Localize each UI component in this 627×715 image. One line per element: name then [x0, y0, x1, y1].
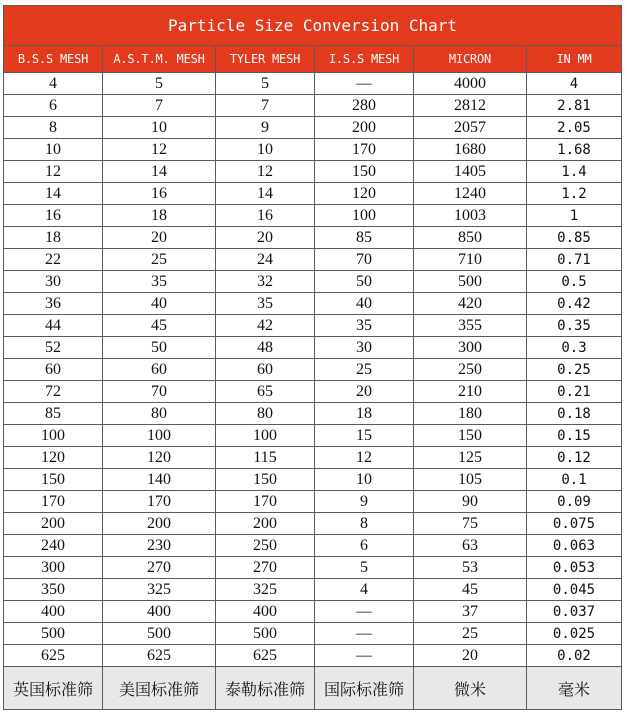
cell-astm-mesh: 10: [103, 117, 216, 139]
cell-micron: 210: [414, 381, 527, 403]
cell-micron: 1003: [414, 205, 527, 227]
conversion-table: [3, 5, 622, 710]
cell-tyler-mesh: 12: [216, 161, 315, 183]
cell-astm-mesh: 20: [103, 227, 216, 249]
footer-astm-label: 美国标准筛: [103, 667, 216, 710]
table-row: [4, 359, 622, 381]
cell-iss-mesh: 9: [315, 491, 414, 513]
cell-in-mm: 0.21: [527, 381, 622, 403]
table-row: [4, 469, 622, 491]
cell-tyler-mesh: 150: [216, 469, 315, 491]
header-tyler-mesh: TYLER MESH: [216, 46, 315, 73]
table-row: [4, 337, 622, 359]
cell-iss-mesh: 10: [315, 469, 414, 491]
cell-iss-mesh: 20: [315, 381, 414, 403]
cell-in-mm: 0.045: [527, 579, 622, 601]
header-bss-mesh: B.S.S MESH: [4, 46, 103, 73]
cell-in-mm: 1: [527, 205, 622, 227]
table-row: [4, 205, 622, 227]
cell-bss-mesh: 150: [4, 469, 103, 491]
cell-tyler-mesh: 7: [216, 95, 315, 117]
header-in-mm: IN MM: [527, 46, 622, 73]
cell-astm-mesh: 500: [103, 623, 216, 645]
cell-tyler-mesh: 10: [216, 139, 315, 161]
header-iss-mesh: I.S.S MESH: [315, 46, 414, 73]
cell-tyler-mesh: 325: [216, 579, 315, 601]
cell-iss-mesh: 70: [315, 249, 414, 271]
cell-micron: 2057: [414, 117, 527, 139]
cell-tyler-mesh: 42: [216, 315, 315, 337]
cell-astm-mesh: 400: [103, 601, 216, 623]
cell-astm-mesh: 18: [103, 205, 216, 227]
table-row: [4, 95, 622, 117]
table-row: [4, 513, 622, 535]
cell-bss-mesh: 300: [4, 557, 103, 579]
cell-micron: 500: [414, 271, 527, 293]
cell-astm-mesh: 12: [103, 139, 216, 161]
cell-bss-mesh: 60: [4, 359, 103, 381]
cell-bss-mesh: 500: [4, 623, 103, 645]
cell-in-mm: 0.037: [527, 601, 622, 623]
cell-tyler-mesh: 48: [216, 337, 315, 359]
cell-micron: 150: [414, 425, 527, 447]
cell-tyler-mesh: 80: [216, 403, 315, 425]
footer-bss-label: 英国标准筛: [4, 667, 103, 710]
cell-in-mm: 0.1: [527, 469, 622, 491]
cell-bss-mesh: 85: [4, 403, 103, 425]
footer-tyler-label: 泰勒标准筛: [216, 667, 315, 710]
cell-tyler-mesh: 200: [216, 513, 315, 535]
cell-iss-mesh: 12: [315, 447, 414, 469]
header-astm-mesh: A.S.T.M. MESH: [103, 46, 216, 73]
cell-astm-mesh: 80: [103, 403, 216, 425]
cell-bss-mesh: 120: [4, 447, 103, 469]
cell-micron: 1240: [414, 183, 527, 205]
cell-iss-mesh: 120: [315, 183, 414, 205]
cell-in-mm: 1.4: [527, 161, 622, 183]
table-row: [4, 645, 622, 667]
table-row: [4, 249, 622, 271]
cell-tyler-mesh: 65: [216, 381, 315, 403]
table-row: [4, 535, 622, 557]
cell-micron: 105: [414, 469, 527, 491]
cell-astm-mesh: 270: [103, 557, 216, 579]
cell-tyler-mesh: 500: [216, 623, 315, 645]
cell-tyler-mesh: 20: [216, 227, 315, 249]
cell-micron: 125: [414, 447, 527, 469]
footer-micron-label: 微米: [414, 667, 527, 710]
cell-astm-mesh: 170: [103, 491, 216, 513]
cell-bss-mesh: 52: [4, 337, 103, 359]
cell-bss-mesh: 14: [4, 183, 103, 205]
table-body: [4, 73, 622, 667]
cell-astm-mesh: 25: [103, 249, 216, 271]
cell-astm-mesh: 60: [103, 359, 216, 381]
cell-tyler-mesh: 60: [216, 359, 315, 381]
cell-iss-mesh: —: [315, 623, 414, 645]
cell-micron: 420: [414, 293, 527, 315]
cell-iss-mesh: 50: [315, 271, 414, 293]
cell-tyler-mesh: 250: [216, 535, 315, 557]
table-row: [4, 227, 622, 249]
cell-micron: 25: [414, 623, 527, 645]
cell-in-mm: 0.09: [527, 491, 622, 513]
cell-in-mm: 0.18: [527, 403, 622, 425]
cell-micron: 710: [414, 249, 527, 271]
table-row: [4, 183, 622, 205]
table-row: [4, 579, 622, 601]
cell-tyler-mesh: 270: [216, 557, 315, 579]
cell-bss-mesh: 170: [4, 491, 103, 513]
cell-astm-mesh: 325: [103, 579, 216, 601]
cell-bss-mesh: 10: [4, 139, 103, 161]
cell-astm-mesh: 100: [103, 425, 216, 447]
cell-micron: 45: [414, 579, 527, 601]
table-row: [4, 403, 622, 425]
cell-bss-mesh: 200: [4, 513, 103, 535]
cell-bss-mesh: 22: [4, 249, 103, 271]
cell-tyler-mesh: 24: [216, 249, 315, 271]
cell-tyler-mesh: 32: [216, 271, 315, 293]
cell-in-mm: 0.35: [527, 315, 622, 337]
cell-micron: 250: [414, 359, 527, 381]
table-row: [4, 381, 622, 403]
cell-bss-mesh: 16: [4, 205, 103, 227]
cell-in-mm: 0.71: [527, 249, 622, 271]
header-micron: MICRON: [414, 46, 527, 73]
cell-iss-mesh: —: [315, 645, 414, 667]
cell-astm-mesh: 70: [103, 381, 216, 403]
cell-in-mm: 0.25: [527, 359, 622, 381]
footer-mm-label: 毫米: [527, 667, 622, 710]
cell-tyler-mesh: 400: [216, 601, 315, 623]
cell-in-mm: 4: [527, 73, 622, 95]
cell-micron: 1405: [414, 161, 527, 183]
cell-iss-mesh: 25: [315, 359, 414, 381]
table-row: [4, 293, 622, 315]
table-row: [4, 447, 622, 469]
title-row: [4, 6, 622, 46]
cell-in-mm: 0.5: [527, 271, 622, 293]
table-row: [4, 491, 622, 513]
cell-in-mm: 2.81: [527, 95, 622, 117]
cell-micron: 355: [414, 315, 527, 337]
cell-micron: 4000: [414, 73, 527, 95]
cell-micron: 75: [414, 513, 527, 535]
cell-astm-mesh: 230: [103, 535, 216, 557]
cell-tyler-mesh: 625: [216, 645, 315, 667]
table-row: [4, 425, 622, 447]
cell-tyler-mesh: 115: [216, 447, 315, 469]
table-row: [4, 601, 622, 623]
cell-bss-mesh: 6: [4, 95, 103, 117]
cell-astm-mesh: 45: [103, 315, 216, 337]
cell-iss-mesh: 30: [315, 337, 414, 359]
cell-tyler-mesh: 5: [216, 73, 315, 95]
cell-iss-mesh: 100: [315, 205, 414, 227]
cell-bss-mesh: 400: [4, 601, 103, 623]
cell-in-mm: 0.42: [527, 293, 622, 315]
cell-bss-mesh: 350: [4, 579, 103, 601]
cell-in-mm: 0.053: [527, 557, 622, 579]
cell-bss-mesh: 100: [4, 425, 103, 447]
cell-bss-mesh: 625: [4, 645, 103, 667]
cell-iss-mesh: 280: [315, 95, 414, 117]
cell-micron: 300: [414, 337, 527, 359]
cell-iss-mesh: 35: [315, 315, 414, 337]
table-row: [4, 271, 622, 293]
table-row: [4, 623, 622, 645]
cell-micron: 37: [414, 601, 527, 623]
cell-micron: 850: [414, 227, 527, 249]
cell-micron: 20: [414, 645, 527, 667]
footer-row: [4, 667, 622, 710]
cell-iss-mesh: 6: [315, 535, 414, 557]
cell-micron: 90: [414, 491, 527, 513]
cell-in-mm: 2.05: [527, 117, 622, 139]
cell-astm-mesh: 625: [103, 645, 216, 667]
cell-in-mm: 0.3: [527, 337, 622, 359]
cell-astm-mesh: 40: [103, 293, 216, 315]
cell-iss-mesh: —: [315, 601, 414, 623]
cell-astm-mesh: 5: [103, 73, 216, 95]
cell-iss-mesh: 4: [315, 579, 414, 601]
cell-in-mm: 0.063: [527, 535, 622, 557]
cell-astm-mesh: 35: [103, 271, 216, 293]
cell-micron: 53: [414, 557, 527, 579]
cell-bss-mesh: 240: [4, 535, 103, 557]
cell-tyler-mesh: 100: [216, 425, 315, 447]
chart-title: Particle Size Conversion Chart: [4, 6, 622, 46]
cell-tyler-mesh: 14: [216, 183, 315, 205]
cell-in-mm: 1.68: [527, 139, 622, 161]
cell-astm-mesh: 50: [103, 337, 216, 359]
cell-in-mm: 1.2: [527, 183, 622, 205]
cell-iss-mesh: 85: [315, 227, 414, 249]
cell-tyler-mesh: 16: [216, 205, 315, 227]
cell-astm-mesh: 14: [103, 161, 216, 183]
cell-micron: 2812: [414, 95, 527, 117]
cell-iss-mesh: 200: [315, 117, 414, 139]
column-header-row: [4, 46, 622, 73]
cell-bss-mesh: 4: [4, 73, 103, 95]
table-row: [4, 139, 622, 161]
table-row: [4, 557, 622, 579]
cell-iss-mesh: —: [315, 73, 414, 95]
cell-astm-mesh: 200: [103, 513, 216, 535]
cell-iss-mesh: 5: [315, 557, 414, 579]
cell-bss-mesh: 72: [4, 381, 103, 403]
cell-in-mm: 0.12: [527, 447, 622, 469]
cell-bss-mesh: 44: [4, 315, 103, 337]
table-row: [4, 73, 622, 95]
cell-iss-mesh: 8: [315, 513, 414, 535]
cell-iss-mesh: 18: [315, 403, 414, 425]
cell-iss-mesh: 170: [315, 139, 414, 161]
cell-in-mm: 0.02: [527, 645, 622, 667]
cell-in-mm: 0.85: [527, 227, 622, 249]
cell-bss-mesh: 30: [4, 271, 103, 293]
cell-astm-mesh: 140: [103, 469, 216, 491]
cell-astm-mesh: 16: [103, 183, 216, 205]
cell-tyler-mesh: 35: [216, 293, 315, 315]
table-row: [4, 315, 622, 337]
cell-tyler-mesh: 9: [216, 117, 315, 139]
cell-iss-mesh: 40: [315, 293, 414, 315]
table-row: [4, 117, 622, 139]
cell-iss-mesh: 15: [315, 425, 414, 447]
cell-micron: 63: [414, 535, 527, 557]
cell-micron: 1680: [414, 139, 527, 161]
cell-micron: 180: [414, 403, 527, 425]
cell-in-mm: 0.15: [527, 425, 622, 447]
cell-in-mm: 0.025: [527, 623, 622, 645]
cell-astm-mesh: 120: [103, 447, 216, 469]
footer-iss-label: 国际标准筛: [315, 667, 414, 710]
cell-bss-mesh: 8: [4, 117, 103, 139]
cell-bss-mesh: 18: [4, 227, 103, 249]
cell-bss-mesh: 36: [4, 293, 103, 315]
cell-tyler-mesh: 170: [216, 491, 315, 513]
cell-astm-mesh: 7: [103, 95, 216, 117]
cell-in-mm: 0.075: [527, 513, 622, 535]
cell-bss-mesh: 12: [4, 161, 103, 183]
cell-iss-mesh: 150: [315, 161, 414, 183]
table-row: [4, 161, 622, 183]
